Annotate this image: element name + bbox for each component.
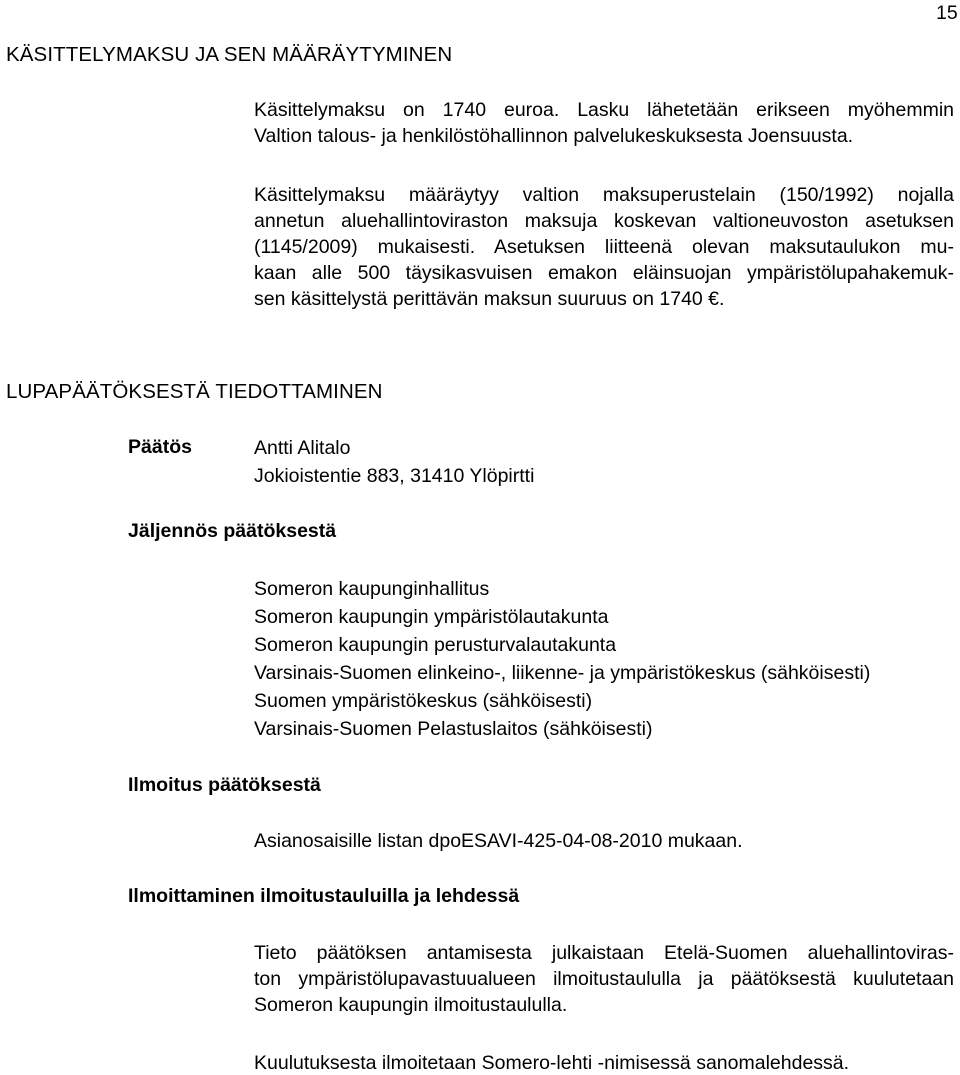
paragraph-announcement [254,940,954,1018]
text-line: annetun aluehallintoviraston maksuja koskevan valtioneuvoston asetuksen [254,210,954,232]
notification-text: Asianosaisille listan dpoESAVI-425-04-08-2010 mukaan. [254,830,743,852]
list-item: Someron kaupunginhallitus [254,578,490,600]
text-line: (1145/2009) mukaisesti. Asetuksen liitteenä olevan maksutaulukon mu- [254,236,954,258]
text-line: sen käsittelystä perittävän maksun suuruus on 1740 €. [254,288,725,310]
list-item: Suomen ympäristökeskus (sähköisesti) [254,690,593,712]
label-ilmoittaminen: Ilmoittaminen ilmoitustauluilla ja lehdessä [128,885,520,907]
text-line: Someron kaupungin ilmoitustaululla. [254,994,568,1016]
list-item: Varsinais-Suomen Pelastuslaitos (sähköisesti) [254,718,653,740]
list-item: Varsinais-Suomen elinkeino-, liikenne- ja ympäristökeskus (sähköisesti) [254,662,871,684]
text-line: Käsittelymaksu määräytyy valtion maksuperustelain (150/1992) nojalla [254,184,954,206]
paragraph-fee-amount [254,97,954,149]
section-heading-kasittelymaksu: KÄSITTELYMAKSU JA SEN MÄÄRÄYTYMINEN [6,43,453,66]
text-line: kaan alle 500 täysikasvuisen emakon eläinsuojan ympäristölupahakemuk- [254,262,954,284]
recipient-name: Antti Alitalo [254,437,351,459]
label-paatos: Päätös [128,436,192,458]
text-line: Tieto päätöksen antamisesta julkaistaan Etelä-Suomen aluehallintoviras- [254,942,954,964]
paragraph-fee-basis [254,182,954,312]
list-item: Someron kaupungin perusturvalautakunta [254,634,617,656]
newspaper-notice: Kuulutuksesta ilmoitetaan Somero-lehti -nimisessä sanomalehdessä. [254,1052,850,1074]
section-heading-tiedottaminen: LUPAPÄÄTÖKSESTÄ TIEDOTTAMINEN [6,380,383,403]
page-number: 15 [936,2,958,24]
label-jaljennos: Jäljennös päätöksestä [128,520,337,542]
copy-recipient-list [254,575,870,743]
list-item: Someron kaupungin ympäristölautakunta [254,606,609,628]
recipient-address: Jokioistentie 883, 31410 Ylöpirtti [254,465,535,487]
label-ilmoitus: Ilmoitus päätöksestä [128,774,321,796]
text-line: Käsittelymaksu on 1740 euroa. Lasku lähetetään erikseen myöhemmin [254,99,954,121]
text-line: ton ympäristölupavastuualueen ilmoitustaululla ja päätöksestä kuulutetaan [254,968,954,990]
text-line: Valtion talous- ja henkilöstöhallinnon palvelukeskuksesta Joensuusta. [254,125,854,147]
